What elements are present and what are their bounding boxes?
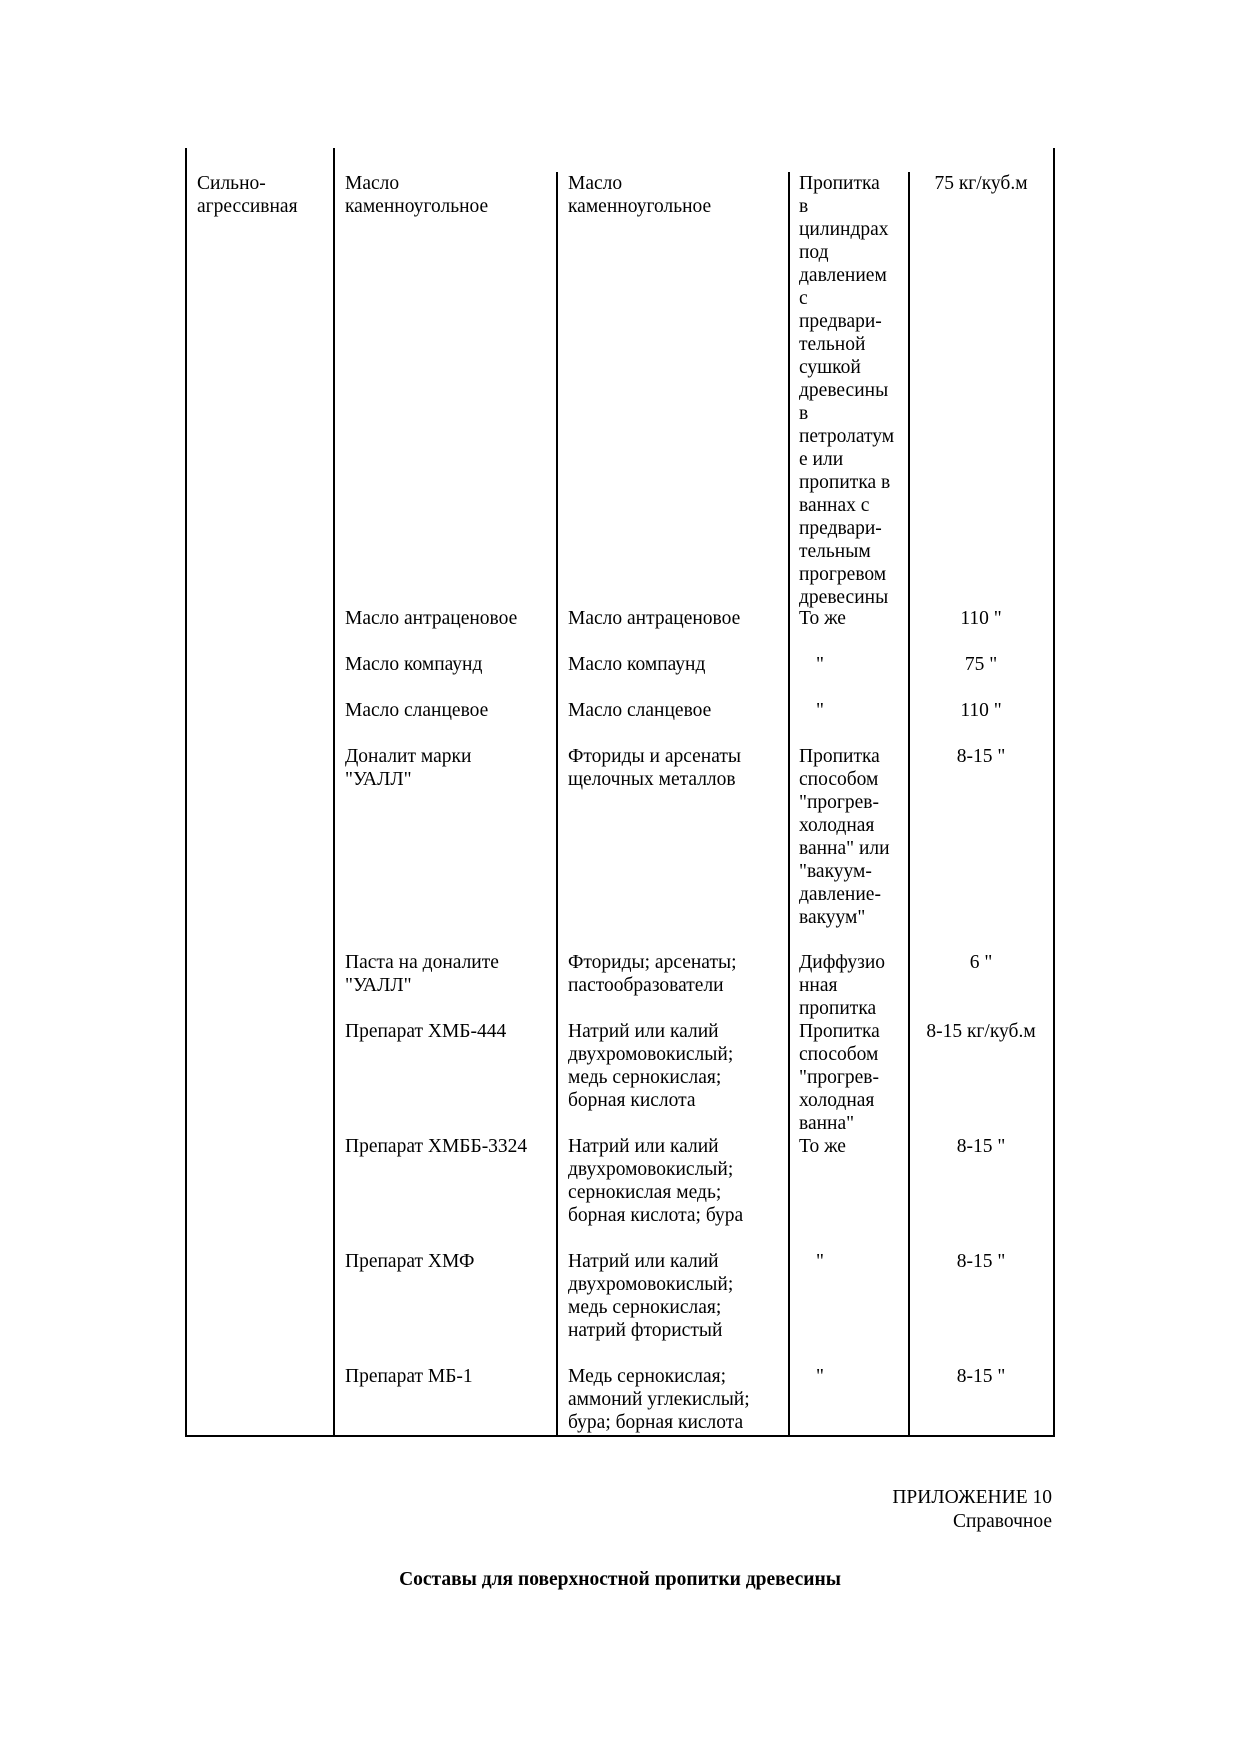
table-row-method: " — [816, 1366, 824, 1387]
table-border-right — [1053, 148, 1055, 1437]
table-divider-4 — [908, 172, 910, 1437]
table-border-bottom — [185, 1435, 1055, 1437]
table-row-amount: 8-15 кг/куб.м — [926, 1021, 1036, 1042]
table-row-composition: Натрий или калий двухромовокислый; сернокислая медь; борная кислота; бура — [568, 1136, 744, 1226]
appendix-label: ПРИЛОЖЕНИЕ 10 — [892, 1487, 1052, 1508]
table-row-name: Препарат ХМБ-444 — [345, 1021, 507, 1042]
table-row-name: Препарат ХМББ-3324 — [345, 1136, 528, 1157]
table-row-amount: 6 " — [969, 952, 993, 973]
table-row-composition: Натрий или калий двухромовокислый; медь сернокислая; натрий фтористый — [568, 1251, 734, 1341]
table-row-composition: Масло каменноугольное — [568, 173, 712, 217]
table-row-composition: Натрий или калий двухромовокислый; медь сернокислая; борная кислота — [568, 1021, 734, 1111]
appendix-header — [892, 1486, 1052, 1534]
table-row-composition: Масло антраценовое — [568, 608, 741, 629]
table-row-name: Препарат ХМФ — [345, 1251, 475, 1272]
table-row-method: Пропитка способом "прогрев- холодная ванна" — [799, 1021, 880, 1134]
table-row-name: Паста на доналите "УАЛЛ" — [345, 952, 499, 996]
table-row-method: Диффузио нная пропитка — [799, 952, 886, 1019]
appendix-sublabel: Справочное — [952, 1511, 1052, 1532]
table-row-amount: 75 кг/куб.м — [934, 173, 1028, 194]
table-row-amount: 75 " — [964, 654, 998, 675]
table-row-method: " — [816, 700, 824, 721]
table-row-name: Масло антраценовое — [345, 608, 518, 629]
table-divider-1 — [333, 148, 335, 1437]
appendix-title: Составы для поверхностной пропитки древесины — [399, 1569, 841, 1590]
table-row-method: То же — [799, 608, 846, 629]
table-row-name: Масло каменноугольное — [345, 173, 489, 217]
table-row-composition: Масло сланцевое — [568, 700, 712, 721]
table-row-method: " — [816, 1251, 824, 1272]
table-row-name: Препарат МБ-1 — [345, 1366, 473, 1387]
table-row-name: Доналит марки "УАЛЛ" — [345, 746, 472, 790]
table-row-method: То же — [799, 1136, 846, 1157]
table-row-method: Пропитка способом "прогрев- холодная ванна" или "вакуум- давление- вакуум" — [799, 746, 890, 928]
table-divider-2 — [556, 172, 558, 1437]
table-row-composition: Медь сернокислая; аммоний углекислый; бура; борная кислота — [568, 1366, 750, 1433]
table-row-method: " — [816, 654, 824, 675]
table-row-amount: 110 " — [960, 608, 1002, 629]
table-divider-3 — [788, 172, 790, 1437]
group-label: Сильно- агрессивная — [197, 173, 298, 217]
table-row-amount: 110 " — [960, 700, 1002, 721]
table-border-left — [185, 148, 187, 1437]
table-row-composition: Фториды и арсенаты щелочных металлов — [568, 746, 741, 790]
table-row-method: Пропитка в цилиндрах под давлением с предвари- тельной сушкой древесины в петролатум е или пропитка в ваннах с предвари- тельным прогревом древесины — [799, 173, 895, 608]
table-row-amount: 8-15 " — [956, 746, 1006, 767]
table-row-name: Масло компаунд — [345, 654, 483, 675]
table-row-name: Масло сланцевое — [345, 700, 489, 721]
table-row-composition: Фториды; арсенаты; пастообразователи — [568, 952, 737, 996]
table-row-composition: Масло компаунд — [568, 654, 706, 675]
table-row-amount: 8-15 " — [956, 1366, 1006, 1387]
table-row-amount: 8-15 " — [956, 1136, 1006, 1157]
table-row-amount: 8-15 " — [956, 1251, 1006, 1272]
